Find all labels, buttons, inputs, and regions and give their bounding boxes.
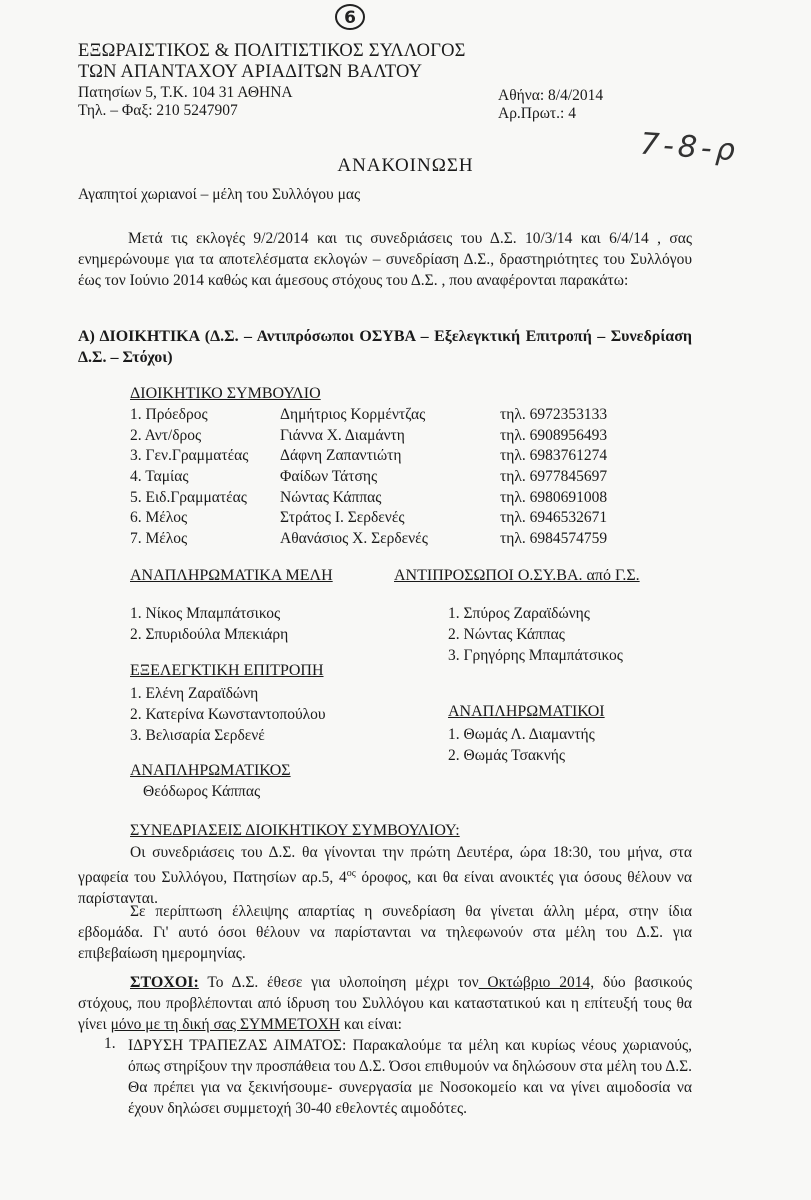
- board-member-phone: τηλ. 6908956493: [500, 426, 608, 444]
- document-title: ΑΝΑΚΟΙΝΩΣΗ: [337, 155, 474, 176]
- intro-paragraph: Μετά τις εκλογές 9/2/2014 και τις συνεδριάσεις του Δ.Σ. 10/3/14 και 6/4/14 , σας ενημερώνουμε για τα αποτελέσματα εκλογών – συνεδρίαση Δ.Σ., δραστηριότητες του Συλλόγου έως τον Ιούνιο 2014 καθώς και άμεσους στόχους του Δ.Σ. , που αναφέρονται παρακάτω:: [78, 230, 692, 289]
- org-address: Πατησίων 5, Τ.Κ. 104 31 ΑΘΗΝΑ: [78, 84, 293, 101]
- alternates-title: ΑΝΑΠΛΗΡΩΜΑΤΙΚΑ ΜΕΛΗ: [130, 567, 333, 584]
- table-row: [130, 509, 607, 530]
- audit-committee-title: ΕΞΕΛΕΓΚΤΙΚΗ ΕΠΙΤΡΟΠΗ: [130, 662, 324, 679]
- meetings-title: ΣΥΝΕΔΡΙΑΣΕΙΣ ΔΙΟΙΚΗΤΙΚΟΥ ΣΥΜΒΟΥΛΙΟΥ:: [130, 822, 460, 839]
- page-number-text: 6: [344, 8, 356, 28]
- board-member-name: Αθανάσιος Χ. Σερδενές: [280, 530, 428, 548]
- list-item: 1. Θωμάς Λ. Διαμαντής: [448, 726, 595, 743]
- board-member-name: Φαίδων Τάτσης: [280, 468, 378, 486]
- page-number: [333, 2, 367, 32]
- meetings-paragraph-1: Οι συνεδριάσεις του Δ.Σ. θα γίνονται την πρώτη Δευτέρα, ώρα 18:30, του μήνα, στα γραφεία του Συλλόγου, Πατησίων αρ.5, $4^{o\varsigma}$ όροφος, και θα είναι ανοικτές για όσους θέλουν να παρίστανται.: [78, 844, 692, 908]
- representatives-title: ΑΝΤΙΠΡΟΣΩΠΟΙ Ο.ΣΥ.ΒΑ. από Γ.Σ.: [394, 567, 640, 584]
- list-item: 3. Βελισαρία Σερδενέ: [130, 727, 265, 744]
- table-row: [130, 530, 607, 551]
- alternate-title: ΑΝΑΠΛΗΡΩΜΑΤΙΚΟΣ: [130, 762, 291, 779]
- list-item: 2. Κατερίνα Κωνσταντοπούλου: [130, 706, 326, 723]
- board-member-phone: τηλ. 6980691008: [500, 488, 608, 506]
- board-title: ΔΙΟΙΚΗΤΙΚΟ ΣΥΜΒΟΥΛΙΟ: [130, 385, 321, 402]
- board-member-phone: τηλ. 6972353133: [500, 406, 608, 423]
- alternate-name: Θεόδωρος Κάππας: [143, 783, 261, 800]
- goals-paragraph: ΣΤΟΧΟΙ: Το Δ.Σ. έθεσε για υλοποίηση μέχρι τον Οκτώβριο 2014, δύο βασικούς στόχους, που προβλέπονται από ίδρυση του Συλλόγου και καταστατικού και η επίτευξή τους θα γίνει μόνο με τη δική σας ΣΥΜΜΕΤΟΧΗ και είναι:: [78, 974, 692, 1033]
- list-item: 2. Σπυριδούλα Μπεκιάρη: [130, 626, 289, 643]
- board-member-name: Νώντας Κάππας: [280, 488, 382, 506]
- board-member-role: 3. Γεν.Γραμματέας: [130, 447, 249, 465]
- protocol-number: Αρ.Πρωτ.: 4: [498, 105, 576, 122]
- board-member-role: 6. Μέλος: [130, 509, 188, 527]
- goal-1-text: ΙΔΡΥΣΗ ΤΡΑΠΕΖΑΣ ΑΙΜΑΤΟΣ: Παρακαλούμε τα μέλη και κυρίως νέους χωριανούς, όπως στηρίξουν την προσπάθεια του Δ.Σ. Όσοι επιθυμούν να δηλώσουν στα μέλη του Δ.Σ. Θα πρέπει για να ξεκινήσουμε- συνεργασία με Νοσοκομείο και να γίνει αιμοδοσία να έχουν δηλώσει συμμετοχή 30-40 εθελοντές αιμοδότες.: [128, 1037, 692, 1117]
- goal-1-number: 1.: [104, 1035, 116, 1052]
- board-member-phone: τηλ. 6983761274: [500, 447, 608, 465]
- audit-alternates-list: [448, 724, 595, 766]
- board-member-phone: τηλ. 6946532671: [500, 509, 608, 527]
- board-member-phone: τηλ. 6977845697: [500, 468, 608, 486]
- table-row: [130, 406, 607, 427]
- circled-page-number-icon: [333, 2, 367, 32]
- board-member-role: 7. Μέλος: [130, 530, 188, 548]
- board-member-name: Γιάννα Χ. Διαμάντη: [280, 426, 405, 444]
- table-row: [130, 468, 607, 489]
- table-row: [130, 427, 607, 448]
- list-item: 3. Γρηγόρης Μπαμπάτσικος: [448, 647, 623, 664]
- board-member-role: 2. Αντ/δρος: [130, 426, 202, 444]
- table-row: [130, 447, 607, 468]
- list-item: 1. Ελένη Ζαραϊδώνη: [130, 685, 259, 702]
- document-date: Αθήνα: 8/4/2014: [498, 87, 604, 104]
- meetings-paragraph-2: Σε περίπτωση έλλειψης απαρτίας η συνεδρίαση θα γίνεται άλλη μέρα, στην ίδια εβδομάδα. Γι' αυτό όσοι θέλουν να παρίστανται να τηλεφωνούν στα μέλη του Δ.Σ. για επιβεβαίωση ημερομηνίας.: [78, 903, 692, 962]
- board-member-role: 1. Πρόεδρος: [130, 406, 208, 423]
- audit-alternates-title: ΑΝΑΠΛΗΡΩΜΑΤΙΚΟΙ: [448, 703, 605, 720]
- board-members-table: [130, 406, 607, 551]
- list-item: 2. Νώντας Κάππας: [448, 626, 565, 643]
- table-row: [130, 489, 607, 510]
- org-phone: Τηλ. – Φαξ: 210 5247907: [78, 102, 238, 119]
- list-item: 2. Θωμάς Τσακνής: [448, 747, 565, 764]
- greeting: Αγαπητοί χωριανοί – μέλη του Συλλόγου μας: [78, 186, 361, 203]
- handwritten-note: 7-8-ρ: [638, 126, 740, 169]
- board-member-role: 4. Ταμίας: [130, 468, 189, 486]
- goals-deadline: Οκτώβριο 2014,: [478, 974, 595, 991]
- board-member-name: Δημήτριος Κορμέντζας: [280, 406, 426, 423]
- board-member-name: Στράτος Ι. Σερδενές: [280, 509, 405, 527]
- board-member-role: 5. Ειδ.Γραμματέας: [130, 488, 247, 506]
- list-item: 1. Νίκος Μπαμπάτσικος: [130, 605, 281, 622]
- section-a-heading: Α) ΔΙΟΙΚΗΤΙΚΑ (Δ.Σ. – Αντιπρόσωποι ΟΣΥΒΑ – Εξελεγκτική Επιτροπή – Συνεδρίαση Δ.Σ. – Στόχοι): [78, 328, 692, 366]
- board-member-name: Δάφνη Ζαπαντιώτη: [280, 447, 402, 465]
- org-name-line2: ΤΩΝ ΑΠΑΝΤΑΧΟΥ ΑΡΙΑΔΙΤΩΝ ΒΑΛΤΟΥ: [78, 62, 423, 82]
- goals-emphasis: μόνο με τη δική σας ΣΥΜΜΕΤΟΧΗ: [110, 1016, 340, 1033]
- board-member-phone: τηλ. 6984574759: [500, 530, 608, 548]
- goal-1-title: ΙΔΡΥΣΗ ΤΡΑΠΕΖΑΣ ΑΙΜΑΤΟΣ:: [128, 1037, 347, 1054]
- alternates-list: [130, 603, 288, 645]
- representatives-list: [448, 603, 623, 666]
- list-item: 1. Σπύρος Ζαραϊδώνης: [448, 605, 590, 622]
- goals-label: ΣΤΟΧΟΙ:: [130, 974, 199, 991]
- audit-committee-list: [130, 683, 326, 746]
- org-name-line1: ΕΞΩΡΑΙΣΤΙΚΟΣ & ΠΟΛΙΤΙΣΤΙΚΟΣ ΣΥΛΛΟΓΟΣ: [78, 41, 466, 61]
